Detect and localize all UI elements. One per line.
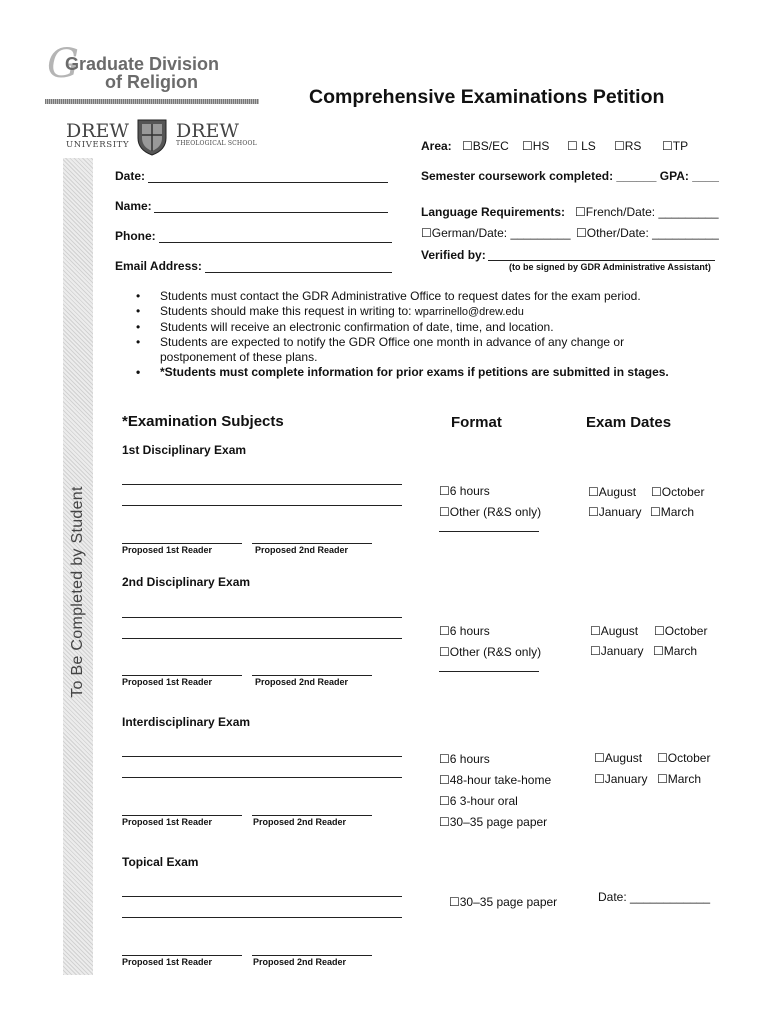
first-exam-title: 1st Disciplinary Exam (122, 443, 247, 457)
second-exam-subject-line-1[interactable] (122, 617, 402, 618)
instruction-item (120, 304, 720, 320)
reader1-label: Proposed 1st Reader (122, 545, 213, 555)
drew-theo-word: DREW (176, 120, 239, 142)
student-sidebar (63, 158, 93, 975)
email-label: Email Address: (115, 259, 202, 273)
other-language-checkbox[interactable]: ☐Other/Date: __________ (576, 226, 719, 240)
first-exam-reader2-line[interactable] (252, 543, 372, 544)
reader2-label: Proposed 2nd Reader (255, 677, 349, 687)
inter-august-checkbox[interactable]: ☐August (594, 751, 643, 765)
exam-dates-header: Exam Dates (586, 414, 672, 431)
inter-january-checkbox[interactable]: ☐January (594, 772, 648, 786)
verified-signature-field[interactable] (488, 260, 715, 261)
reader2-label: Proposed 2nd Reader (255, 545, 349, 555)
email-field[interactable] (205, 272, 392, 273)
inter-exam-subject-line-1[interactable] (122, 756, 402, 757)
examination-subjects-header: *Examination Subjects (122, 413, 284, 430)
phone-label: Phone: (115, 229, 156, 243)
first-march-checkbox[interactable]: ☐March (650, 505, 695, 519)
name-field[interactable] (154, 212, 388, 213)
sidebar-label: To Be Completed by Student (69, 486, 86, 698)
reader2-label: Proposed 2nd Reader (253, 817, 347, 827)
second-other-checkbox[interactable]: ☐Other (R&S only) (439, 645, 542, 659)
drew-university-logo (66, 122, 129, 150)
reader1-label: Proposed 1st Reader (122, 957, 213, 967)
area-ls-checkbox[interactable]: ☐ LS (567, 139, 596, 153)
reader2-label: Proposed 2nd Reader (253, 957, 347, 967)
drew-theological-logo (176, 122, 257, 147)
topical-date-field[interactable]: Date: ____________ (598, 890, 711, 904)
gdr-logo-mark: G (47, 41, 79, 87)
french-checkbox[interactable]: ☐French/Date: _________ (575, 205, 719, 219)
topical-paper-checkbox[interactable]: ☐30–35 page paper (449, 895, 558, 909)
first-exam-subject-line-2[interactable] (122, 505, 402, 506)
topical-exam-reader2-line[interactable] (252, 955, 372, 956)
format-header: Format (451, 414, 502, 431)
first-january-checkbox[interactable]: ☐January (588, 505, 642, 519)
first-other-line[interactable] (439, 531, 539, 532)
inter-paper-checkbox[interactable]: ☐30–35 page paper (439, 815, 548, 829)
inter-october-checkbox[interactable]: ☐October (657, 751, 711, 765)
first-october-checkbox[interactable]: ☐October (651, 485, 705, 499)
inter-march-checkbox[interactable]: ☐March (657, 772, 702, 786)
reader1-label: Proposed 1st Reader (122, 817, 213, 827)
reader1-label: Proposed 1st Reader (122, 677, 213, 687)
second-october-checkbox[interactable]: ☐October (654, 624, 708, 638)
second-exam-reader2-line[interactable] (252, 675, 372, 676)
area-rs-checkbox[interactable]: ☐RS (614, 139, 642, 153)
name-label: Name: (115, 199, 152, 213)
first-other-checkbox[interactable]: ☐Other (R&S only) (439, 505, 542, 519)
semester-gpa-label: Semester coursework completed: ______ GPA: ____ (421, 169, 719, 183)
inter-exam-subject-line-2[interactable] (122, 777, 402, 778)
area-tp-checkbox[interactable]: ☐TP (662, 139, 689, 153)
second-march-checkbox[interactable]: ☐March (653, 644, 698, 658)
inter-exam-reader1-line[interactable] (122, 815, 242, 816)
first-august-checkbox[interactable]: ☐August (588, 485, 637, 499)
german-checkbox[interactable]: ☐German/Date: _________ (421, 226, 571, 240)
second-other-line[interactable] (439, 671, 539, 672)
gdr-logo-line1: Graduate Division (65, 54, 220, 74)
drew-univ-sub: UNIVERSITY (66, 140, 130, 150)
instruction-item: • Students must contact the GDR Administrative Office to request dates for the exam period. (120, 289, 720, 304)
date-field[interactable] (148, 182, 388, 183)
second-exam-title: 2nd Disciplinary Exam (122, 575, 251, 589)
first-exam-subject-line-1[interactable] (122, 484, 402, 485)
drew-seal-icon (136, 118, 168, 161)
first-6hours-checkbox[interactable]: ☐6 hours (439, 484, 490, 498)
verified-label: Verified by: (421, 248, 486, 262)
second-january-checkbox[interactable]: ☐January (590, 644, 644, 658)
inter-6hours-checkbox[interactable]: ☐6 hours (439, 752, 490, 766)
page-title: Comprehensive Examinations Petition (309, 86, 665, 108)
gdr-logo-line2: of Religion (105, 72, 198, 92)
inter-oral-checkbox[interactable]: ☐6 3-hour oral (439, 794, 518, 808)
inter-exam-title: Interdisciplinary Exam (122, 715, 251, 729)
gdr-logo-bar (45, 99, 259, 104)
topical-exam-reader1-line[interactable] (122, 955, 242, 956)
area-hs-checkbox[interactable]: ☐HS (522, 139, 550, 153)
language-label: Language Requirements: (421, 205, 566, 219)
inter-takehome-checkbox[interactable]: ☐48-hour take-home (439, 773, 552, 787)
second-exam-reader1-line[interactable] (122, 675, 242, 676)
area-label: Area: (421, 139, 452, 153)
first-exam-reader1-line[interactable] (122, 543, 242, 544)
drew-theo-sub: THEOLOGICAL SCHOOL (176, 140, 257, 147)
instruction-item: • Students will receive an electronic confirmation of date, time, and location. (120, 320, 720, 335)
instructions-list (120, 289, 720, 380)
instruction-item: • Students are expected to notify the GDR Office one month in advance of any change or postponement of these plans. (120, 335, 720, 365)
instruction-item-text: Students should make this request in writing to: (160, 304, 415, 318)
gdr-email-link[interactable]: wparrinello@drew.edu (414, 306, 524, 318)
inter-exam-reader2-line[interactable] (252, 815, 372, 816)
date-label: Date: (115, 169, 146, 183)
topical-exam-subject-line-1[interactable] (122, 896, 402, 897)
second-august-checkbox[interactable]: ☐August (590, 624, 639, 638)
second-6hours-checkbox[interactable]: ☐6 hours (439, 624, 490, 638)
instruction-item: • *Students must complete information for prior exams if petitions are submitted in stages. (120, 365, 720, 380)
phone-field[interactable] (159, 242, 392, 243)
area-bsec-checkbox[interactable]: ☐BS/EC (462, 139, 509, 153)
topical-exam-title: Topical Exam (122, 855, 199, 869)
drew-univ-word: DREW (66, 120, 129, 142)
topical-exam-subject-line-2[interactable] (122, 917, 402, 918)
second-exam-subject-line-2[interactable] (122, 638, 402, 639)
verified-note: (to be signed by GDR Administrative Assistant) (509, 262, 711, 272)
